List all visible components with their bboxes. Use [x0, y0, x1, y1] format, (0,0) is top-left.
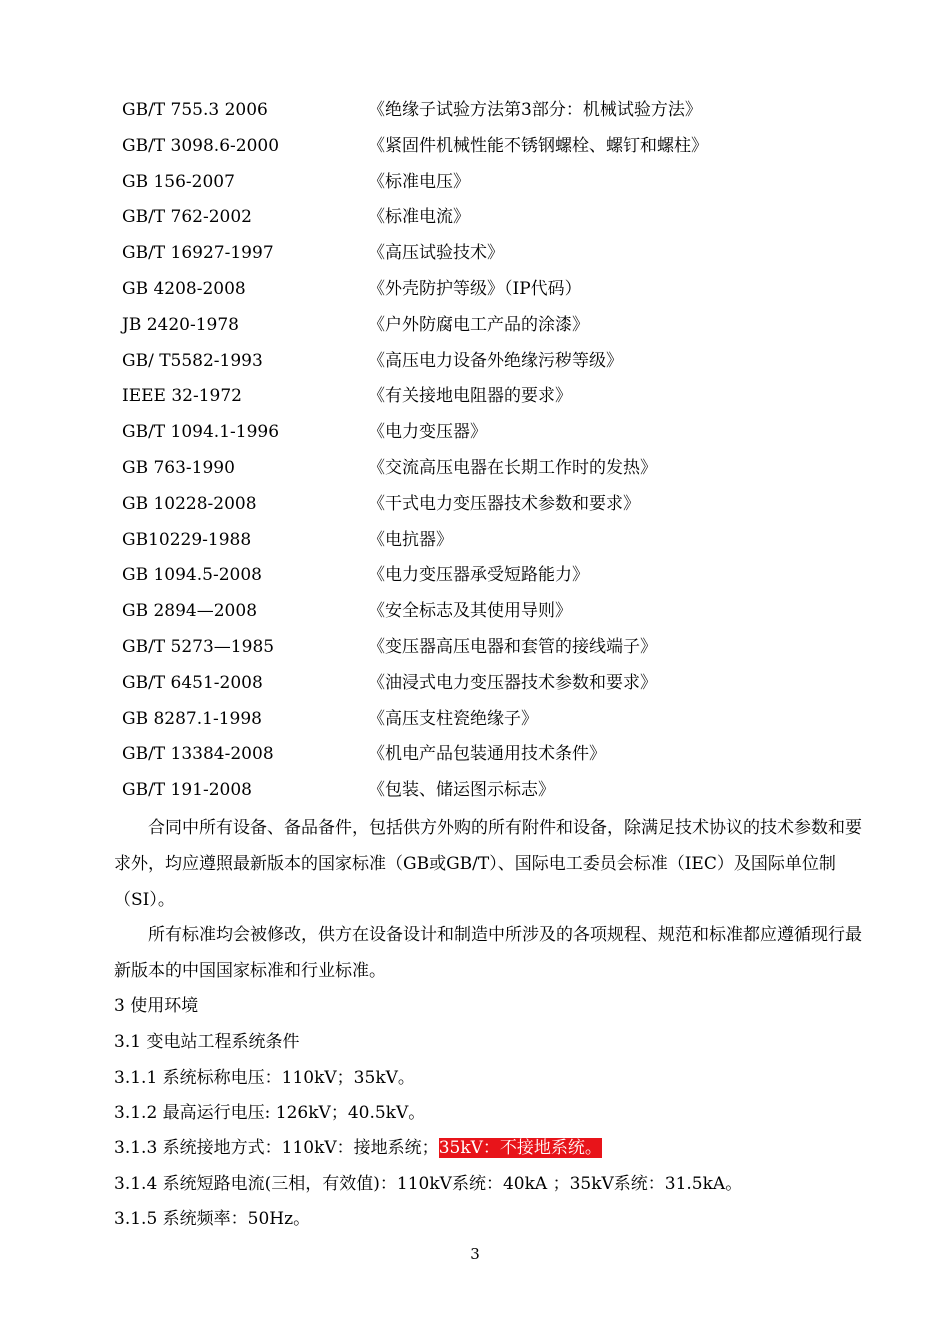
standard-title: 《变压器高压电器和套管的接线端子》 — [368, 637, 657, 657]
standard-title: 《机电产品包装通用技术条件》 — [368, 744, 606, 765]
standard-code: GB/T 5273—1985 — [122, 637, 275, 657]
paragraph-standards-compliance: 合同中所有设备、备品备件，包括供方外购的所有附件和设备，除满足技术协议的技术参数和要求外，均应遵照最新版本的国家标准（GB或GB/T）、国际电工委员会标准（IEC）及国际单位制（SI）。 — [114, 818, 862, 910]
paragraph-standards-revision: 所有标准均会被修改，供方在设备设计和制造中所涉及的各项规程、规范和标准都应遵循现行最新版本的中国国家标准和行业标准。 — [114, 925, 862, 981]
standard-title: 《包装、储运图示标志》 — [368, 780, 555, 801]
item-3-1-5: 3.1.5 系统频率：50Hz。 — [114, 1209, 311, 1229]
standard-row — [0, 665, 950, 701]
standard-code: GB/T 3098.6-2000 — [122, 135, 280, 156]
standard-row — [0, 450, 950, 486]
standard-code: GB 2894—2008 — [122, 601, 258, 622]
section-heading-3: 3 使用环境 — [114, 996, 199, 1016]
item-3-1-1: 3.1.1 系统标称电压：110kV；35kV。 — [114, 1068, 415, 1088]
standard-code: GB/T 13384-2008 — [122, 744, 274, 765]
standard-code: GB 763-1990 — [122, 458, 235, 478]
standard-row — [0, 199, 950, 235]
standard-title: 《电力变压器承受短路能力》 — [368, 565, 589, 586]
highlighted-text: 35kV：不接地系统。 — [438, 1138, 602, 1158]
standard-title: 《油浸式电力变压器技术参数和要求》 — [368, 672, 657, 693]
standard-row — [0, 736, 950, 772]
item-3-1-4: 3.1.4 系统短路电流(三相，有效值)：110kV系统：40kA ；35kV系统：31.5kA。 — [114, 1174, 743, 1194]
standard-row — [0, 701, 950, 737]
standard-row — [0, 235, 950, 271]
standard-row — [0, 772, 950, 808]
standard-code: GB 4208-2008 — [122, 279, 246, 299]
standard-row — [0, 486, 950, 522]
standard-row — [0, 414, 950, 450]
standard-title: 《户外防腐电工产品的涂漆》 — [368, 314, 589, 335]
standard-code: GB 1094.5-2008 — [122, 565, 262, 586]
item-3-1-3-text: 3.1.3 系统接地方式：110kV：接地系统； — [114, 1138, 439, 1158]
standard-code: GB/T 1094.1-1996 — [122, 422, 280, 443]
standard-row — [0, 271, 950, 307]
item-3-1-2: 3.1.2 最高运行电压: 126kV；40.5kV。 — [114, 1103, 426, 1123]
standard-row — [0, 557, 950, 593]
standard-row — [0, 378, 950, 414]
standard-title: 《高压电力设备外绝缘污秽等级》 — [368, 350, 623, 371]
standard-row — [0, 164, 950, 200]
standard-title: 《安全标志及其使用导则》 — [368, 601, 572, 622]
standard-title: 《标准电流》 — [368, 207, 470, 228]
standard-row — [0, 629, 950, 665]
standard-title: 《紧固件机械性能不锈钢螺栓、螺钉和螺柱》 — [368, 135, 708, 156]
standard-title: 《有关接地电阻器的要求》 — [368, 386, 572, 407]
standard-row — [0, 593, 950, 629]
standard-row — [0, 522, 950, 558]
page-number: 3 — [470, 1245, 480, 1263]
standard-code: GB 156-2007 — [122, 171, 235, 192]
standard-title: 《交流高压电器在长期工作时的发热》 — [368, 458, 657, 478]
standard-code: GB/T 6451-2008 — [122, 672, 263, 693]
item-3-1-3 — [114, 1130, 602, 1166]
standard-code: GB/T 16927-1997 — [122, 243, 274, 264]
standard-row — [0, 343, 950, 379]
standard-code: GB/T 762-2002 — [122, 207, 252, 228]
standard-code: GB 10228-2008 — [122, 493, 257, 514]
standard-title: 《电抗器》 — [368, 529, 453, 550]
standard-title: 《绝缘子试验方法第3部分：机械试验方法》 — [368, 100, 702, 120]
standard-row — [0, 307, 950, 343]
standard-title: 《干式电力变压器技术参数和要求》 — [368, 493, 640, 514]
standard-code: GB10229-1988 — [122, 529, 252, 550]
standard-title: 《外壳防护等级》（IP代码） — [368, 279, 582, 299]
standard-code: GB 8287.1-1998 — [122, 708, 262, 729]
standard-row — [0, 128, 950, 164]
standard-code: GB/T 191-2008 — [122, 780, 252, 801]
standard-title: 《电力变压器》 — [368, 422, 487, 443]
standard-code: JB 2420-1978 — [122, 314, 239, 335]
standard-title: 《高压试验技术》 — [368, 243, 504, 264]
standard-code: GB/T 755.3 2006 — [122, 100, 268, 120]
standard-code: GB/ T5582-1993 — [122, 350, 263, 371]
standard-code: IEEE 32-1972 — [122, 386, 242, 407]
standard-title: 《标准电压》 — [368, 171, 470, 192]
standard-title: 《高压支柱瓷绝缘子》 — [368, 708, 538, 729]
standard-row — [0, 92, 950, 128]
section-heading-3-1: 3.1 变电站工程系统条件 — [114, 1032, 300, 1052]
